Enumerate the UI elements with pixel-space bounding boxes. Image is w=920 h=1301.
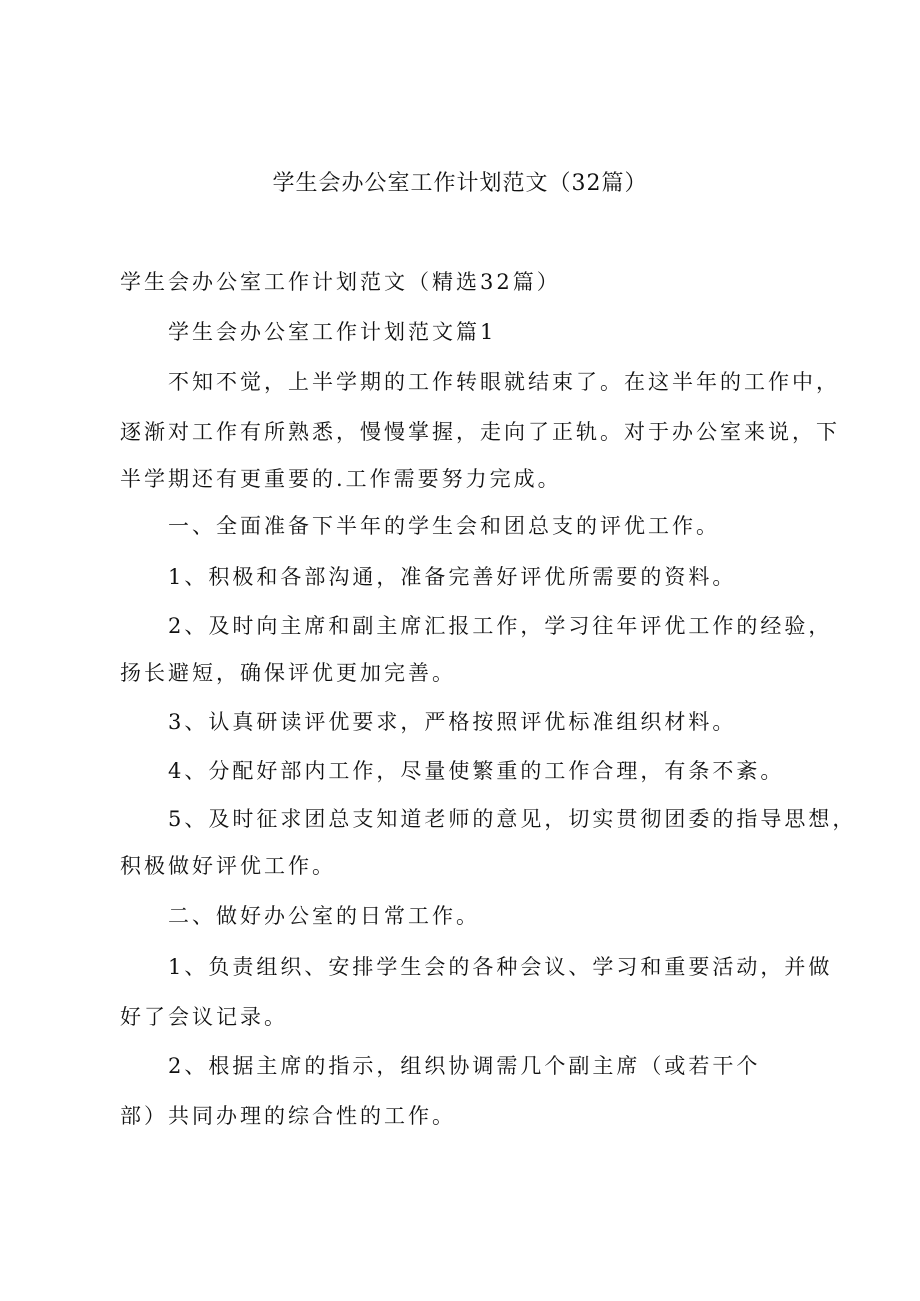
section-heading: 学生会办公室工作计划范文篇1 <box>168 320 497 344</box>
paragraph-line: 不知不觉，上半学期的工作转眼就结束了。在这半年的工作中， <box>168 370 840 394</box>
paragraph-line: 扬长避短，确保评优更加完善。 <box>120 661 456 685</box>
paragraph-line: 好了会议记录。 <box>120 1005 288 1029</box>
paragraph-line: 一、全面准备下半年的学生会和团总支的评优工作。 <box>168 514 720 538</box>
paragraph-line: 1、负责组织、安排学生会的各种会议、学习和重要活动，并做 <box>168 955 833 979</box>
paragraph-line: 5、及时征求团总支知道老师的意见，切实贯彻团委的指导思想， <box>168 807 857 831</box>
paragraph-line: 部）共同办理的综合性的工作。 <box>120 1104 456 1128</box>
paragraph-line: 半学期还有更重要的.工作需要努力完成。 <box>120 467 562 491</box>
paragraph-line: 3、认真研读评优要求，严格按照评优标准组织材料。 <box>168 710 737 734</box>
paragraph-line: 2、及时向主席和副主席汇报工作，学习往年评优工作的经验， <box>168 614 833 638</box>
paragraph-line: 逐渐对工作有所熟悉，慢慢掌握，走向了正轨。对于办公室来说，下 <box>120 420 840 444</box>
paragraph-line: 1、积极和各部沟通，准备完善好评优所需要的资料。 <box>168 565 737 589</box>
document-title: 学生会办公室工作计划范文（32篇） <box>272 171 648 196</box>
paragraph-line: 2、根据主席的指示，组织协调需几个副主席（或若干个 <box>168 1054 761 1078</box>
paragraph-line: 积极做好评优工作。 <box>120 854 336 878</box>
paragraph-line: 二、做好办公室的日常工作。 <box>168 904 480 928</box>
document-subtitle: 学生会办公室工作计划范文（精选32篇） <box>120 270 561 294</box>
paragraph-line: 4、分配好部内工作，尽量使繁重的工作合理，有条不紊。 <box>168 759 785 783</box>
